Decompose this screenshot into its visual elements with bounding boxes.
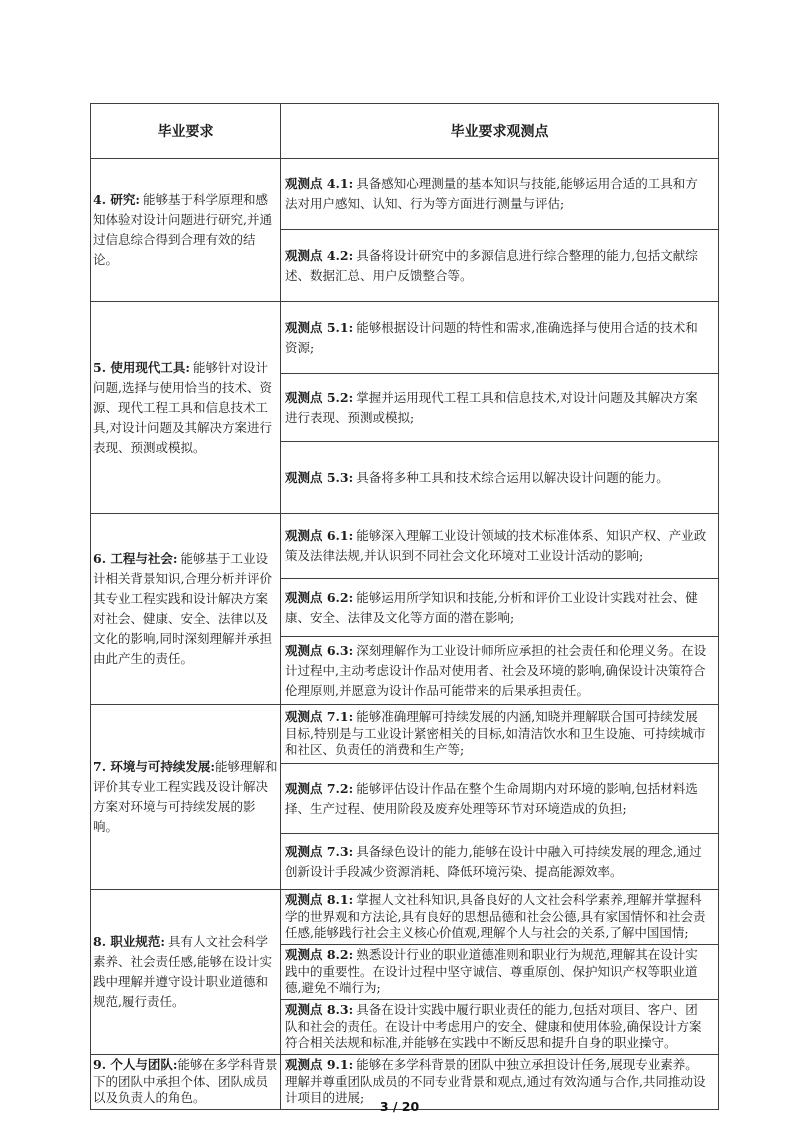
observation-text: 具备将设计研究中的多源信息进行综合整理的能力,包括文献综述、数据汇总、用户反馈整合等。 <box>285 247 698 283</box>
requirement-text-block <box>93 549 278 669</box>
observation-text-block <box>285 709 710 759</box>
requirement-text-block <box>93 190 278 270</box>
col-header-observation: 毕业要求观测点 <box>281 104 719 159</box>
requirement-title: 6. 工程与社会: <box>93 551 178 566</box>
observation-text: 掌握人文社科知识,具备良好的人文社会科学素养,理解并掌握科学的世界观和方法论,具有良好的思想品德和社会公德,具有家国情怀和社会责任感,能够践行社会主义核心价值观,理解个人与社会的关系,了解中国国情; <box>285 892 706 941</box>
observation-text: 能够在多学科背景的团队中独立承担设计任务,展现专业素养。理解并尊重团队成员的不同专业背景和观点,通过有效沟通与合作,共同推动设计项目的进展; <box>285 1057 706 1106</box>
requirement-title: 7. 环境与可持续发展: <box>93 759 216 774</box>
observation-text: 能够运用所学知识和技能,分析和评价工业设计实践对社会、健康、安全、法律及文化等方面的潜在影响; <box>285 589 698 625</box>
observation-cell-7-2 <box>281 764 719 834</box>
observation-text: 能够深入理解工业设计领域的技术标准体系、知识产权、产业政策及法律法规,并认识到不同社会文化环境对工业设计活动的影响; <box>285 528 707 563</box>
observation-text-block <box>285 468 710 488</box>
observation-cell-5-1 <box>281 302 719 374</box>
observation-text-block <box>285 842 710 882</box>
observation-cell-8-1 <box>281 890 719 945</box>
table-row <box>91 514 719 579</box>
col-header-requirement: 毕业要求 <box>91 104 281 159</box>
requirement-desc: 能够针对设计问题,选择与使用恰当的技术、资源、现代工程工具和信息技术工具,对设计问题及其解决方案进行表现、预测或模拟。 <box>93 359 272 455</box>
requirement-desc: 能够基于工业设计相关背景知识,合理分析并评价其专业工程实践和设计解决方案对社会、健康、安全、法律以及文化的影响,同时深刻理解并承担由此产生的责任。 <box>93 551 272 666</box>
observation-label: 观测点 6.3: <box>285 642 354 658</box>
observation-text: 熟悉设计行业的职业道德准则和职业行为规范,理解其在设计实践中的重要性。在设计过程中坚守诚信、尊重原创、保护知识产权等职业道德,避免不端行为; <box>285 947 698 996</box>
observation-cell-4-2 <box>281 230 719 302</box>
observation-label: 观测点 9.1: <box>285 1057 354 1073</box>
requirement-text-block <box>93 358 278 458</box>
observation-label: 观测点 6.1: <box>285 528 354 543</box>
graduation-requirements-table <box>90 103 719 1110</box>
requirement-cell-8 <box>91 890 281 1055</box>
observation-label: 观测点 4.1: <box>285 176 354 191</box>
observation-label: 观测点 5.2: <box>285 389 354 405</box>
observation-label: 观测点 5.1: <box>285 319 354 335</box>
observation-text: 具备将多种工具和技术综合运用以解决设计问题的能力。 <box>356 469 669 485</box>
requirement-title: 9. 个人与团队: <box>93 1057 178 1073</box>
observation-cell-5-3 <box>281 442 719 514</box>
observation-cell-7-1 <box>281 705 719 764</box>
table-row <box>91 302 719 374</box>
observation-cell-6-1 <box>281 514 719 579</box>
observation-cell-6-3 <box>281 637 719 705</box>
observation-label: 观测点 8.3: <box>285 1002 354 1018</box>
observation-label: 观测点 7.2: <box>285 780 354 796</box>
observation-label: 观测点 7.3: <box>285 843 354 859</box>
page-number: 3 / 20 <box>379 1099 420 1114</box>
table-row <box>91 890 719 945</box>
observation-text-block <box>285 174 710 214</box>
observation-text-block <box>285 318 710 358</box>
observation-text: 能够准确理解可持续发展的内涵,知晓并理解联合国可持续发展目标,特别是与工业设计紧密相关的目标,如清洁饮水和卫生设施、可持续城市和社区、负责任的消费和生产等; <box>285 709 706 758</box>
requirement-cell-5 <box>91 302 281 514</box>
observation-label: 观测点 8.2: <box>285 947 354 963</box>
observation-text: 具备绿色设计的能力,能够在设计中融入可持续发展的理念,通过创新设计手段减少资源消耗、降低环境污染、提高能源效率。 <box>285 843 702 879</box>
observation-text-block <box>285 779 710 819</box>
observation-cell-8-3 <box>281 1000 719 1055</box>
requirement-title: 8. 职业规范: <box>93 934 166 949</box>
observation-label: 观测点 8.1: <box>285 892 354 908</box>
observation-text-block <box>285 641 710 701</box>
observation-text-block <box>285 388 710 428</box>
observation-text: 具备感知心理测量的基本知识与技能,能够运用合适的工具和方法对用户感知、认知、行为等方面进行测量与评估; <box>285 176 698 211</box>
observation-cell-6-2 <box>281 579 719 637</box>
observation-text-block <box>285 892 710 942</box>
observation-cell-8-2 <box>281 945 719 1000</box>
observation-cell-7-3 <box>281 834 719 890</box>
observation-text: 能够根据设计问题的特性和需求,准确选择与使用合适的技术和资源; <box>285 319 698 355</box>
requirement-desc: 能够在多学科背景下的团队中承担个体、团队成员以及负责人的角色。 <box>93 1057 278 1106</box>
observation-text: 深刻理解作为工业设计师所应承担的社会责任和伦理义务。在设计过程中,主动考虑设计作品对使用者、社会及环境的影响,确保设计决策符合伦理原则,并愿意为设计作品可能带来的后果承担责任。 <box>285 642 707 698</box>
observation-text-block <box>285 947 710 997</box>
requirement-title: 5. 使用现代工具: <box>93 359 191 375</box>
observation-text: 掌握并运用现代工程工具和信息技术,对设计问题及其解决方案进行表现、预测或模拟; <box>285 389 698 425</box>
requirement-cell-4 <box>91 159 281 302</box>
requirement-cell-6 <box>91 514 281 705</box>
observation-label: 观测点 4.2: <box>285 247 354 263</box>
observation-text-block <box>285 1002 710 1052</box>
requirement-title: 4. 研究: <box>93 192 141 207</box>
table-header-row <box>91 104 719 159</box>
requirement-text-block <box>93 757 278 837</box>
observation-text-block <box>285 526 710 566</box>
observation-text: 具备在设计实践中履行职业责任的能力,包括对项目、客户、团队和社会的责任。在设计中考虑用户的安全、健康和使用体验,确保设计方案符合相关法规和标准,并能够在实践中不断反思和提升自身的职业操守。 <box>285 1002 702 1051</box>
observation-label: 观测点 7.1: <box>285 709 354 725</box>
observation-label: 观测点 6.2: <box>285 589 354 605</box>
requirement-text-block <box>93 932 278 1012</box>
table-row <box>91 159 719 230</box>
observation-text-block <box>285 588 710 628</box>
requirement-cell-7 <box>91 705 281 890</box>
requirement-desc: 具有人文社会科学素养、社会责任感,能够在设计实践中理解并遵守设计职业道德和规范,履行责任。 <box>93 934 272 1009</box>
requirement-desc: 能够理解和评价其专业工程实践及设计解决方案对环境与可持续发展的影响。 <box>93 759 278 834</box>
observation-cell-4-1 <box>281 159 719 230</box>
observation-text: 能够评估设计作品在整个生命周期内对环境的影响,包括材料选择、生产过程、使用阶段及废弃处理等环节对环境造成的负担; <box>285 780 698 816</box>
table-row <box>91 705 719 764</box>
observation-cell-5-2 <box>281 374 719 442</box>
requirement-desc: 能够基于科学原理和感知体验对设计问题进行研究,并通过信息综合得到合理有效的结论。 <box>93 192 272 267</box>
observation-text-block <box>285 246 710 286</box>
observation-label: 观测点 5.3: <box>285 469 354 485</box>
